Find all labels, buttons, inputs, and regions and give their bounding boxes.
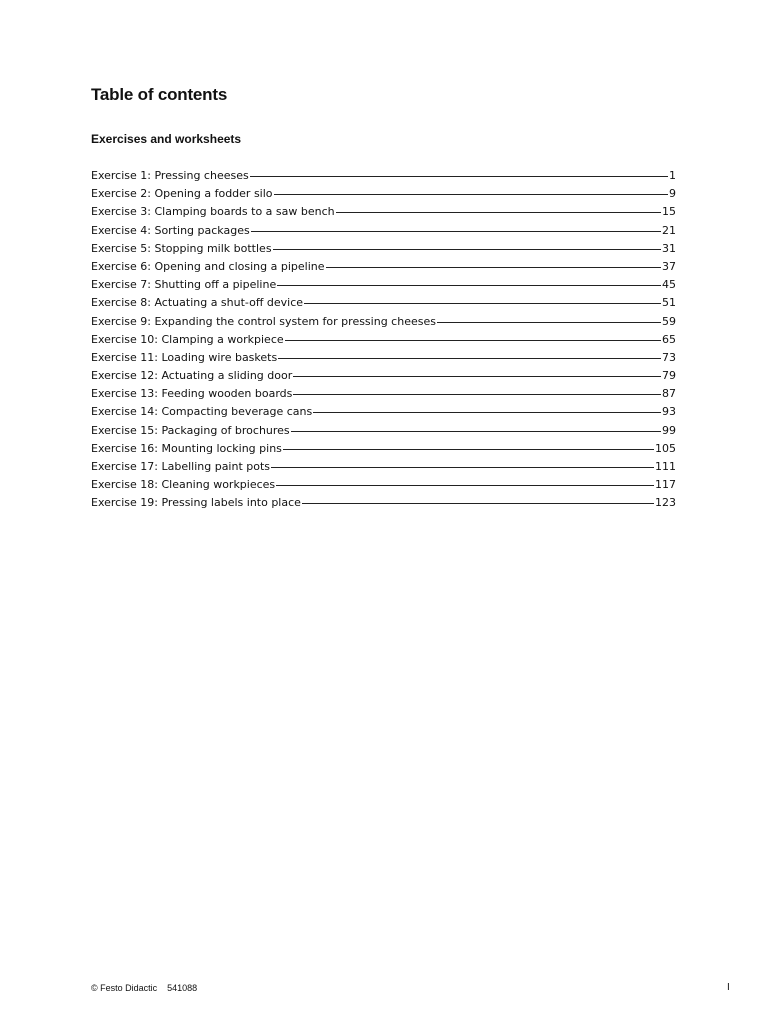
toc-leader-line: [326, 267, 662, 268]
toc-leader-line: [293, 394, 661, 395]
toc-entry-label: Exercise 19: Pressing labels into place: [91, 496, 301, 510]
page-title: Table of contents: [91, 85, 228, 104]
toc-entry-label: Exercise 5: Stopping milk bottles: [91, 241, 272, 255]
toc-entry[interactable]: [91, 313, 676, 331]
toc-entry[interactable]: [91, 276, 676, 294]
toc-entry[interactable]: [91, 422, 676, 440]
toc-entry[interactable]: [91, 203, 676, 221]
toc-entry-page: 15: [662, 205, 676, 219]
toc-entry-page: 105: [655, 441, 676, 455]
toc-entry-page: 37: [662, 259, 676, 273]
toc-entry[interactable]: [91, 222, 676, 240]
toc-leader-line: [273, 249, 661, 250]
toc-entry[interactable]: [91, 385, 676, 403]
toc-leader-line: [336, 212, 661, 213]
toc-entry[interactable]: [91, 331, 676, 349]
toc-entry-page: 51: [662, 296, 676, 310]
toc-leader-line: [276, 485, 654, 486]
toc-entry-page: 31: [662, 241, 676, 255]
footer-document-code: 541088: [167, 983, 198, 993]
toc-entry[interactable]: [91, 185, 676, 203]
toc-entry-page: 21: [662, 223, 676, 237]
toc-entry-page: 123: [655, 496, 676, 510]
toc-entry[interactable]: [91, 403, 676, 421]
toc-entry-label: Exercise 15: Packaging of brochures: [91, 423, 290, 437]
toc-entry[interactable]: [91, 458, 676, 476]
toc-entry-label: Exercise 13: Feeding wooden boards: [91, 387, 293, 401]
toc-entry[interactable]: [91, 367, 676, 385]
toc-leader-line: [278, 358, 661, 359]
toc-entry[interactable]: [91, 476, 676, 494]
toc-leader-line: [302, 503, 654, 504]
toc-entry-label: Exercise 6: Opening and closing a pipeline: [91, 259, 325, 273]
toc-entry-label: Exercise 12: Actuating a sliding door: [91, 369, 293, 383]
toc-leader-line: [271, 467, 654, 468]
toc-entry-page: 65: [662, 332, 676, 346]
toc-entry-page: 87: [662, 387, 676, 401]
toc-leader-line: [277, 285, 661, 286]
toc-entry[interactable]: [91, 349, 676, 367]
toc-entry-label: Exercise 1: Pressing cheeses: [91, 169, 249, 182]
toc-entry-page: 99: [662, 423, 676, 437]
toc-entry-page: 73: [662, 350, 676, 364]
toc-entry-label: Exercise 17: Labelling paint pots: [91, 460, 271, 473]
toc-entry[interactable]: [91, 294, 676, 312]
toc-entry-page: 1: [669, 169, 676, 182]
toc-entry-label: Exercise 16: Mounting locking pins: [91, 441, 282, 455]
page-footer: [91, 983, 197, 993]
footer-copyright: © Festo Didactic: [91, 983, 158, 993]
toc-entry-label: Exercise 11: Loading wire baskets: [91, 350, 278, 364]
toc-entry[interactable]: [91, 440, 676, 458]
toc-entry[interactable]: [91, 258, 676, 276]
toc-entry[interactable]: [91, 494, 676, 512]
toc-entry-label: Exercise 10: Clamping a workpiece: [91, 332, 284, 346]
toc-entry-label: Exercise 2: Opening a fodder silo: [91, 187, 273, 201]
toc-leader-line: [250, 176, 668, 177]
toc-list: [91, 167, 676, 513]
toc-entry-label: Exercise 8: Actuating a shut-off device: [91, 296, 304, 310]
page-number: I: [727, 982, 730, 993]
toc-entry-label: Exercise 18: Cleaning workpieces: [91, 478, 276, 492]
toc-leader-line: [291, 431, 661, 432]
toc-entry-page: 45: [662, 278, 676, 292]
toc-entry-page: 59: [662, 314, 676, 328]
toc-leader-line: [313, 412, 661, 413]
toc-entry-label: Exercise 14: Compacting beverage cans: [91, 405, 313, 419]
toc-entry-page: 79: [662, 369, 676, 383]
toc-leader-line: [283, 449, 654, 450]
toc-leader-line: [437, 322, 661, 323]
toc-leader-line: [274, 194, 668, 195]
toc-entry-label: Exercise 4: Sorting packages: [91, 223, 250, 237]
toc-leader-line: [293, 376, 661, 377]
toc-entry-page: 111: [655, 460, 676, 473]
toc-entry-label: Exercise 9: Expanding the control system for pressing cheeses: [91, 314, 436, 328]
toc-entry[interactable]: [91, 240, 676, 258]
toc-leader-line: [304, 303, 661, 304]
section-heading: Exercises and worksheets: [91, 132, 242, 146]
toc-entry-label: Exercise 3: Clamping boards to a saw bench: [91, 205, 335, 219]
toc-entry-page: 117: [655, 478, 676, 492]
toc-entry-label: Exercise 7: Shutting off a pipeline: [91, 278, 277, 292]
toc-entry-page: 9: [669, 187, 676, 201]
toc-entry-page: 93: [662, 405, 676, 419]
toc-leader-line: [251, 231, 661, 232]
toc-entry[interactable]: [91, 167, 676, 185]
toc-leader-line: [285, 340, 661, 341]
